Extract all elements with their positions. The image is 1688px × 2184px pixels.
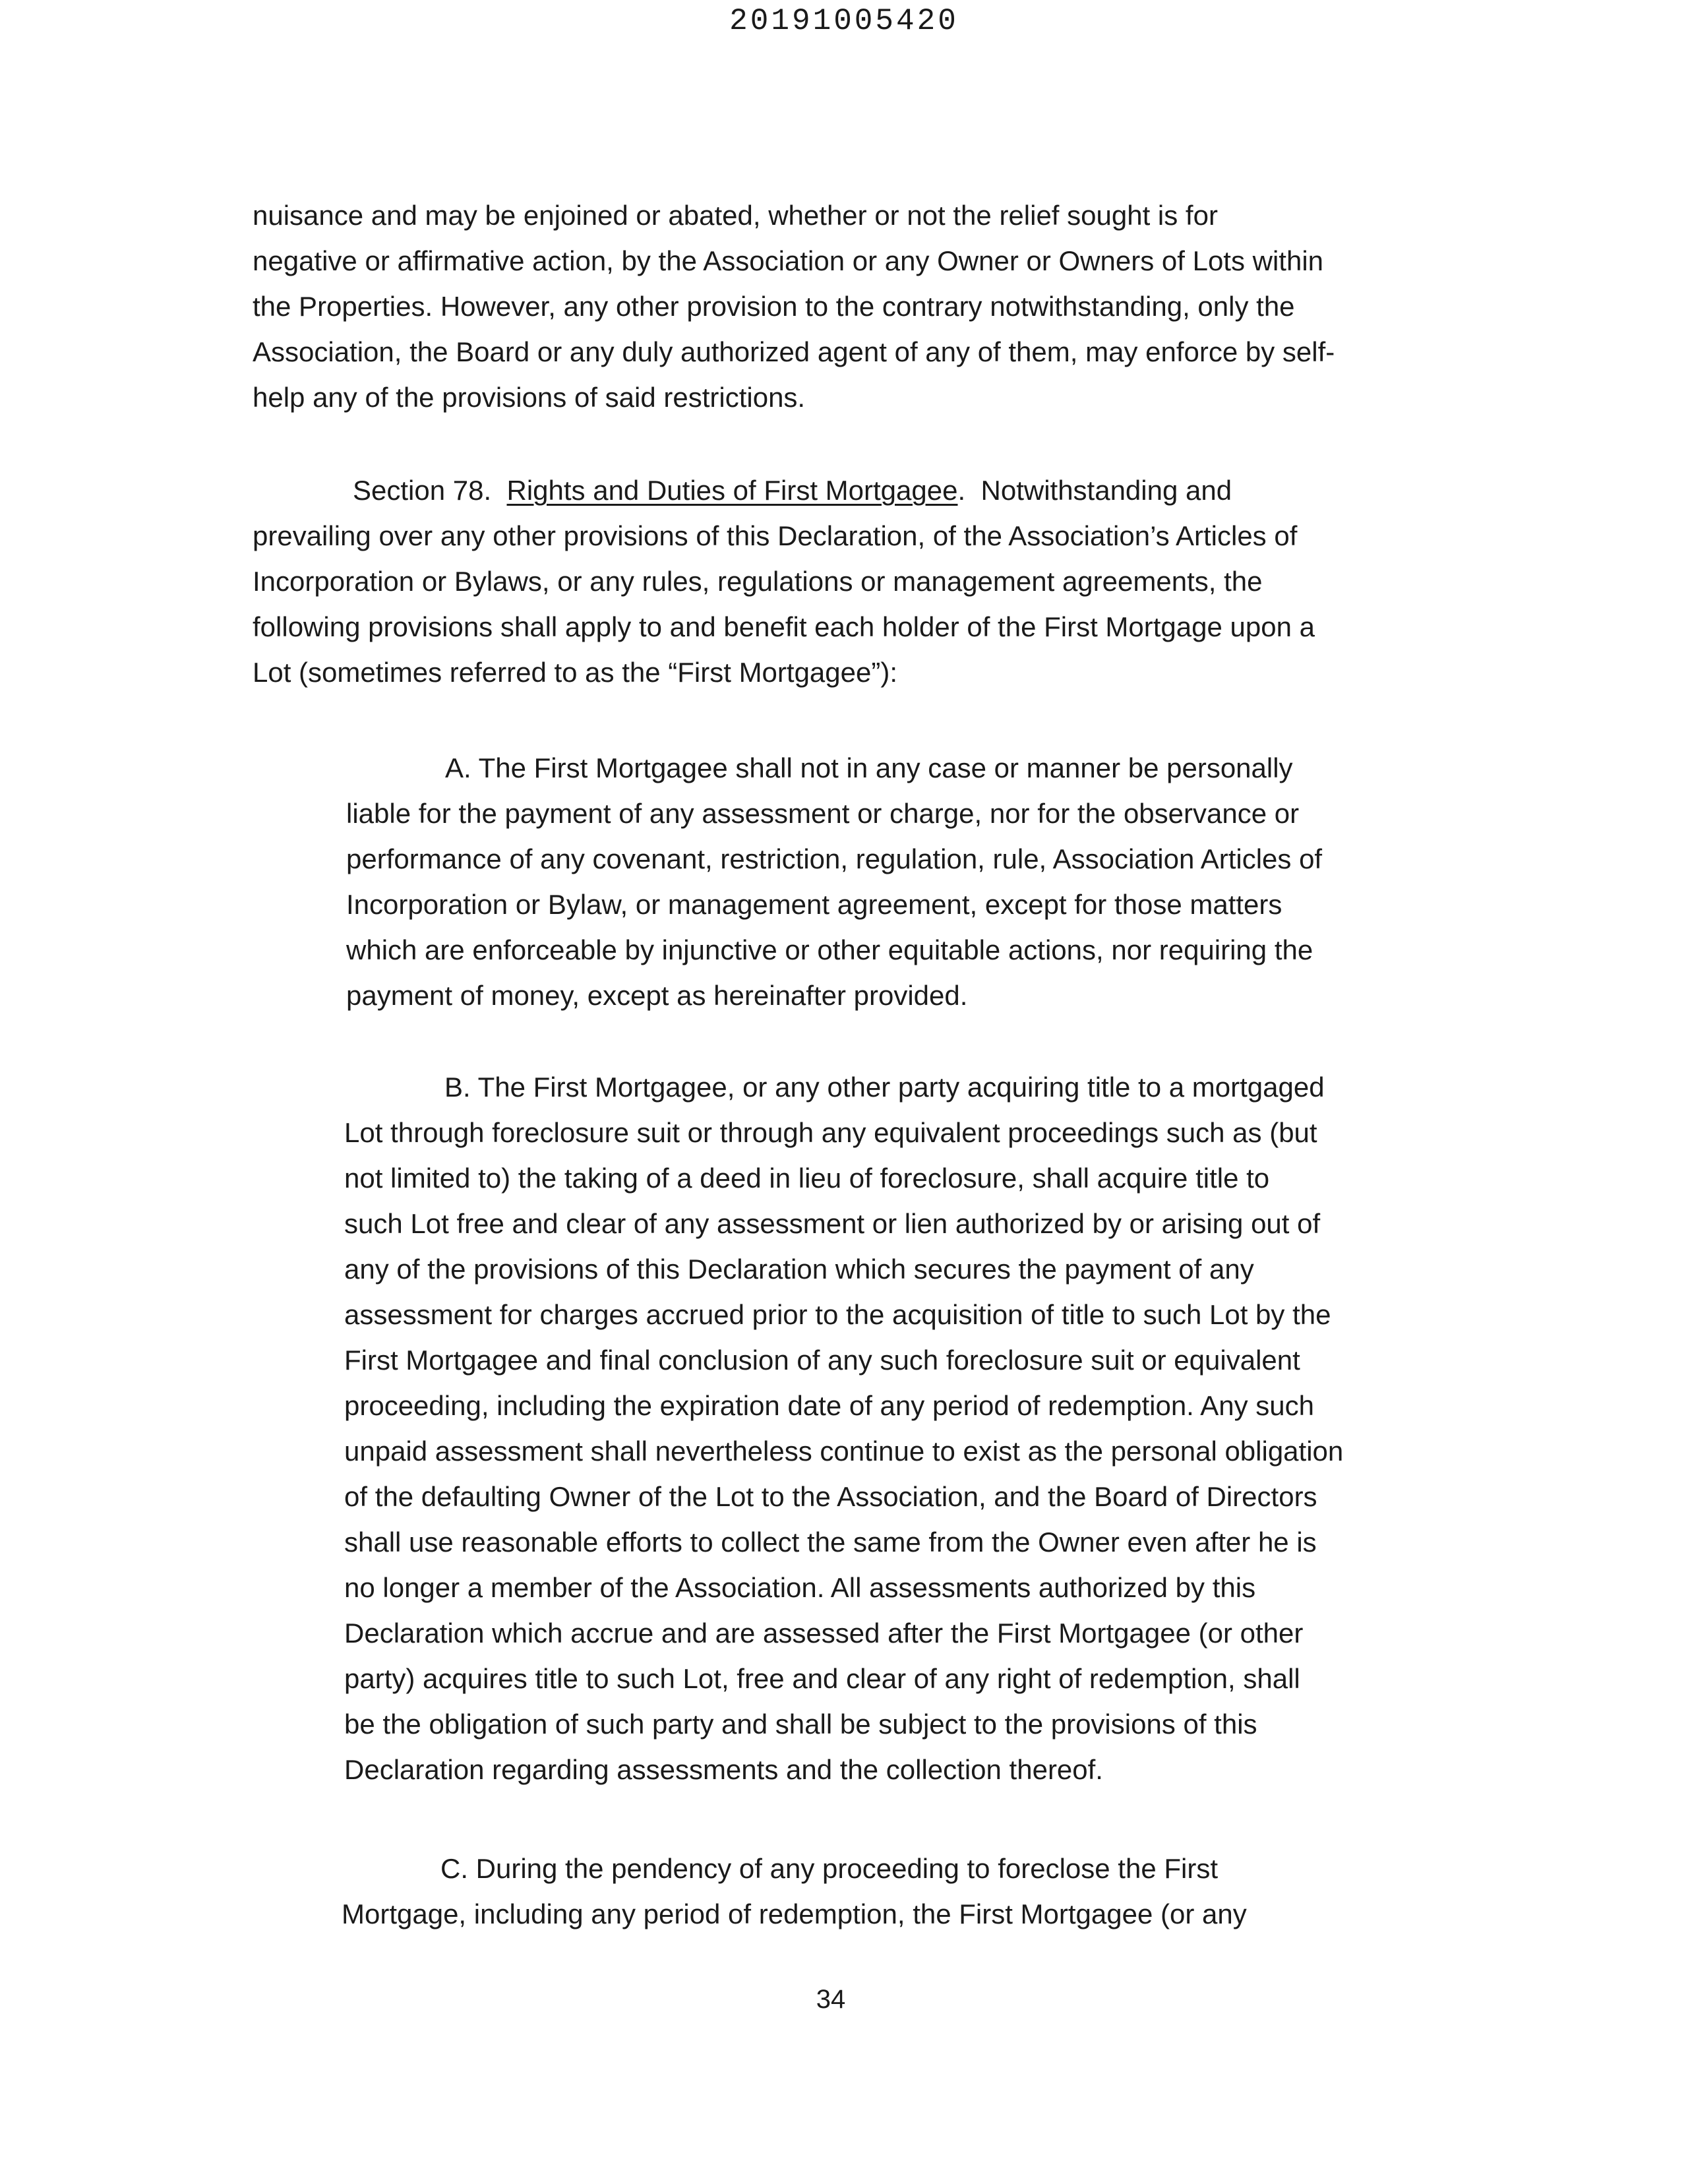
document-number: 20191005420 [729, 4, 959, 38]
text-line: proceeding, including the expiration date of any period of redemption. Any such [344, 1390, 1314, 1421]
paragraph-b [344, 1064, 1465, 1792]
text-line: negative or affirmative action, by the Association or any Owner or Owners of Lots within [253, 245, 1324, 276]
text-line: Declaration which accrue and are assessed after the First Mortgagee (or other [344, 1618, 1304, 1649]
text-line: Declaration regarding assessments and the collection thereof. [344, 1754, 1103, 1785]
page-number: 34 [816, 1985, 846, 2014]
text-line: which are enforceable by injunctive or other equitable actions, nor requiring the [346, 934, 1313, 965]
text-line: unpaid assessment shall nevertheless continue to exist as the personal obligation [344, 1436, 1344, 1467]
text-line: Lot (sometimes referred to as the “First Mortgagee”): [253, 657, 897, 688]
paragraph-a [346, 745, 1467, 1018]
text-line: the Properties. However, any other provision to the contrary notwithstanding, only the [253, 291, 1295, 322]
text-line: A. The First Mortgagee shall not in any case or manner be personally [445, 752, 1293, 783]
text-line: not limited to) the taking of a deed in lieu of foreclosure, shall acquire title to [344, 1163, 1270, 1194]
section-heading-period: . [957, 475, 966, 506]
section-78-paragraph [253, 468, 1459, 695]
text-line: Incorporation or Bylaw, or management agreement, except for those matters [346, 889, 1282, 920]
text-line: performance of any covenant, restriction, regulation, rule, Association Articles of [346, 843, 1323, 874]
text-line: help any of the provisions of said restrictions. [253, 382, 806, 413]
section-first-line-text: Notwithstanding and [980, 475, 1232, 506]
text-line: payment of money, except as hereinafter provided. [346, 980, 968, 1011]
text-line: Mortgage, including any period of redemption, the First Mortgagee (or any [342, 1898, 1247, 1929]
text-line: assessment for charges accrued prior to the acquisition of title to such Lot by the [344, 1299, 1331, 1330]
text-line: B. The First Mortgagee, or any other party acquiring title to a mortgaged [444, 1072, 1325, 1103]
text-line: such Lot free and clear of any assessment or lien authorized by or arising out of [344, 1208, 1321, 1239]
section-78-first-line [253, 468, 1459, 513]
continuation-paragraph [253, 193, 1459, 420]
text-line: C. During the pendency of any proceeding to foreclose the First [440, 1853, 1218, 1884]
text-line: liable for the payment of any assessment or charge, nor for the observance or [346, 798, 1300, 829]
text-line: nuisance and may be enjoined or abated, whether or not the relief sought is for [253, 200, 1218, 231]
section-heading: Rights and Duties of First Mortgagee [506, 475, 958, 506]
text-line: prevailing over any other provisions of this Declaration, of the Association’s Articles of [253, 520, 1298, 551]
paragraph-c [342, 1846, 1462, 1937]
text-line: Incorporation or Bylaws, or any rules, regulations or management agreements, the [253, 566, 1263, 597]
text-line: no longer a member of the Association. All assessments authorized by this [344, 1572, 1256, 1603]
text-line: Association, the Board or any duly authorized agent of any of them, may enforce by self- [253, 336, 1335, 367]
text-line: party) acquires title to such Lot, free and clear of any right of redemption, shall [344, 1663, 1300, 1694]
text-line: be the obligation of such party and shall be subject to the provisions of this [344, 1709, 1257, 1740]
text-line: First Mortgagee and final conclusion of any such foreclosure suit or equivalent [344, 1345, 1300, 1376]
text-line: of the defaulting Owner of the Lot to the Association, and the Board of Directors [344, 1481, 1317, 1512]
text-line: shall use reasonable efforts to collect the same from the Owner even after he is [344, 1527, 1317, 1558]
section-number-label: Section 78. [353, 475, 492, 506]
text-line: following provisions shall apply to and benefit each holder of the First Mortgage upon a [253, 611, 1315, 642]
text-line: Lot through foreclosure suit or through any equivalent proceedings such as (but [344, 1117, 1317, 1148]
text-line: any of the provisions of this Declaration which secures the payment of any [344, 1254, 1254, 1285]
